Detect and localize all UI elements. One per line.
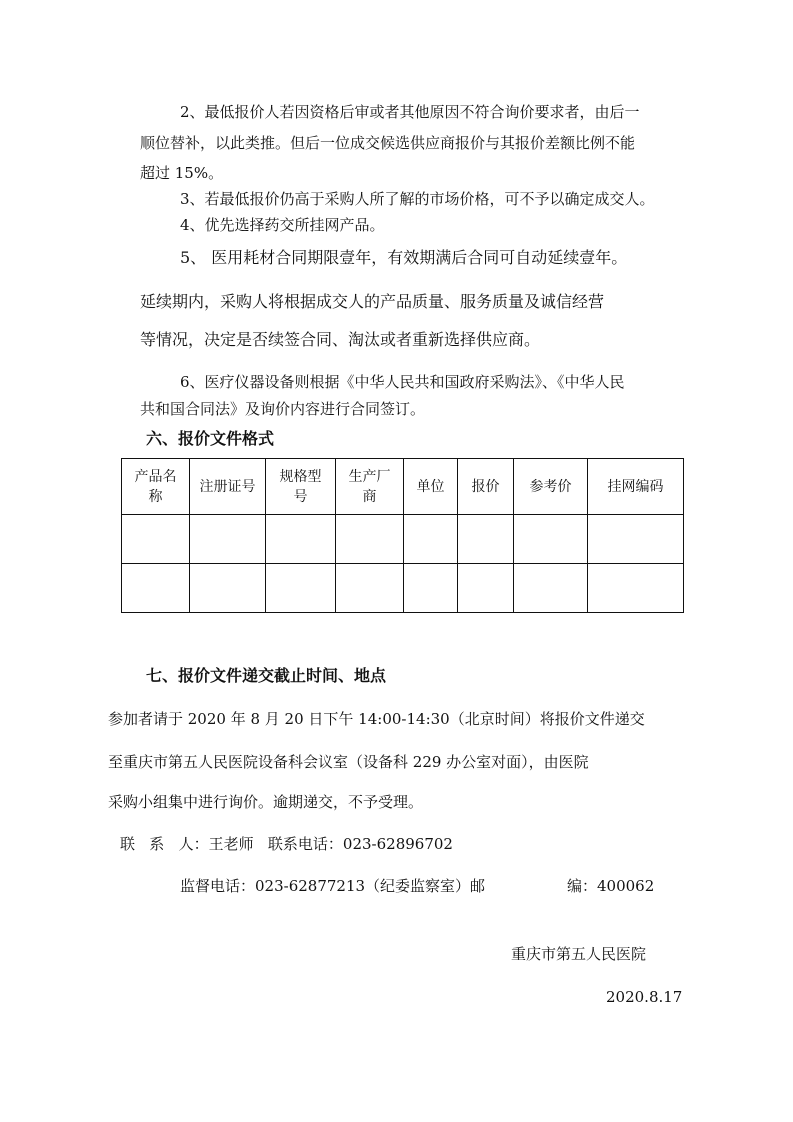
- table-cell[interactable]: [514, 515, 588, 564]
- para-6-line-1: 6、医疗仪器设备则根据《中华人民共和国政府采购法》、《中华人民: [180, 373, 625, 391]
- postcode: 编：400062: [567, 877, 655, 895]
- table-cell[interactable]: [458, 515, 514, 564]
- table-cell[interactable]: [190, 564, 266, 613]
- supervise-phone-line: 监督电话：023-62877213（纪委监察室）邮: [180, 877, 486, 895]
- para-3: 3、若最低报价仍高于采购人所了解的市场价格，可不予以确定成交人。: [180, 190, 655, 208]
- table-cell[interactable]: [514, 564, 588, 613]
- col-manufacturer: 生产厂 商: [336, 459, 404, 515]
- table-cell[interactable]: [122, 515, 190, 564]
- col-unit: 单位: [404, 459, 458, 515]
- col-spec-model: 规格型 号: [266, 459, 336, 515]
- table-cell[interactable]: [266, 515, 336, 564]
- table-cell[interactable]: [266, 564, 336, 613]
- para-4: 4、优先选择药交所挂网产品。: [180, 216, 385, 234]
- col-registration-no: 注册证号: [190, 459, 266, 515]
- para-5-line-1: 5、 医用耗材合同期限壹年，有效期满后合同可自动延续壹年。: [180, 248, 628, 267]
- col-product-name: 产品名 称: [122, 459, 190, 515]
- para-2-line-1: 2、最低报价人若因资格后审或者其他原因不符合询价要求者，由后一: [180, 103, 640, 121]
- issuing-organization: 重庆市第五人民医院: [511, 945, 647, 963]
- quote-format-table: [121, 458, 684, 613]
- para-5-line-2: 延续期内，采购人将根据成交人的产品质量、服务质量及诚信经营: [140, 292, 605, 311]
- section-7-line-3: 采购小组集中进行询价。逾期递交，不予受理。: [108, 793, 424, 811]
- section-6-heading: 六、报价文件格式: [146, 429, 275, 448]
- table-cell[interactable]: [404, 564, 458, 613]
- table-header-row: [122, 459, 684, 515]
- table-cell[interactable]: [458, 564, 514, 613]
- table-cell[interactable]: [588, 515, 684, 564]
- section-7-line-2: 至重庆市第五人民医院设备科会议室（设备科 229 办公室对面），由医院: [108, 753, 589, 771]
- col-reference-price: 参考价: [514, 459, 588, 515]
- col-listing-code: 挂网编码: [588, 459, 684, 515]
- para-2-line-2: 顺位替补，以此类推。但后一位成交候选供应商报价与其报价差额比例不能: [140, 134, 636, 152]
- table-cell[interactable]: [190, 515, 266, 564]
- table-row: [122, 515, 684, 564]
- table-cell[interactable]: [336, 515, 404, 564]
- col-quote: 报价: [458, 459, 514, 515]
- section-7-heading: 七、报价文件递交截止时间、地点: [146, 666, 387, 685]
- table-cell[interactable]: [404, 515, 458, 564]
- table-row: [122, 564, 684, 613]
- table-cell[interactable]: [588, 564, 684, 613]
- table-cell[interactable]: [122, 564, 190, 613]
- contact-person-line: 联 系 人：王老师 联系电话：023-62896702: [120, 835, 453, 853]
- section-7-line-1: 参加者请于 2020 年 8 月 20 日下午 14:00-14:30（北京时间）将报价文件递交: [108, 710, 645, 728]
- issue-date: 2020.8.17: [606, 988, 683, 1006]
- table-cell[interactable]: [336, 564, 404, 613]
- para-2-line-3: 超过 15%。: [140, 164, 224, 182]
- para-6-line-2: 共和国合同法》及询价内容进行合同签订。: [140, 400, 426, 418]
- para-5-line-3: 等情况，决定是否续签合同、淘汰或者重新选择供应商。: [140, 330, 541, 349]
